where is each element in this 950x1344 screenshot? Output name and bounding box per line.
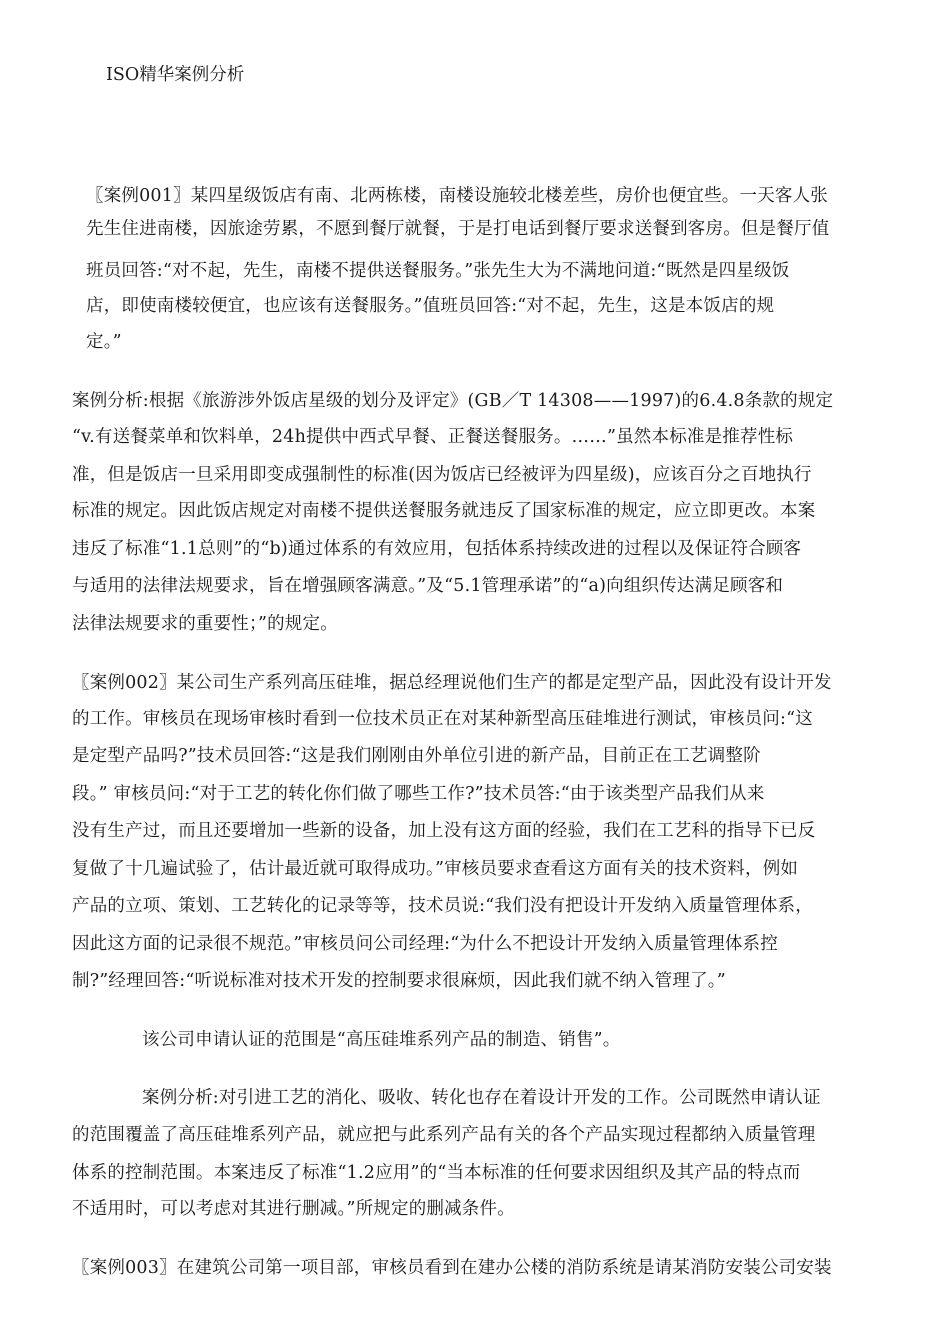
text-line: 产品的立项、策划、工艺转化的记录等等，技术员说:“我们没有把设计开发纳入质量管理体系， (72, 896, 813, 916)
text-line: 复做了十几遍试验了，估计最近就可取得成功。”审核员要求查看这方面有关的技术资料，例如 (72, 859, 799, 879)
text-line: 先生住进南楼，因旅途劳累，不愿到餐厅就餐，于是打电话到餐厅要求送餐到客房。但是餐厅值 (86, 219, 830, 239)
text-line: 体系的控制范围。本案违反了标准“1.2应用”的“当本标准的任何要求因组织及其产品的特点而 (72, 1163, 801, 1183)
text-line: 〖案例001〗某四星级饭店有南、北两栋楼，南楼设施较北楼差些，房价也便宜些。一天客人张 (86, 186, 828, 206)
text-line: 没有生产过，而且还要增加一些新的设备，加上没有这方面的经验，我们在工艺科的指导下已反 (72, 821, 816, 841)
text-line: 与适用的法律法规要求，旨在增强顾客满意。”及“5.1管理承诺”的“a)向组织传达满足顾客和 (72, 576, 784, 596)
text-line: “v.有送餐菜单和饮料单，24h提供中西式早餐、正餐送餐服务。……”虽然本标准是推荐性标 (72, 427, 794, 447)
text-line: 〖案例002〗某公司生产系列高压硅堆，据总经理说他们生产的都是定型产品，因此没有设计开发 (72, 673, 832, 693)
text-line: 〖案例003〗在建筑公司第一项目部，审核员看到在建办公楼的消防系统是请某消防安装公司安装 (72, 1258, 832, 1278)
document-title: ISO精华案例分析 (106, 65, 245, 85)
text-line: 是定型产品吗?”技术员回答:“这是我们刚刚由外单位引进的新产品，目前正在工艺调整阶 (72, 746, 761, 766)
text-line: 案例分析:对引进工艺的消化、吸收、转化也存在着设计开发的工作。公司既然申请认证 (142, 1088, 821, 1108)
text-line: 班员回答:“对不起，先生，南楼不提供送餐服务。”张先生大为不满地问道:“既然是四星级饭 (86, 261, 790, 281)
text-line: 不适用时，可以考虑对其进行删减。”所规定的删减条件。 (72, 1199, 515, 1219)
text-line: 法律法规要求的重要性；”的规定。 (72, 614, 338, 634)
text-line: 的工作。审核员在现场审核时看到一位技术员正在对某种新型高压硅堆进行测试，审核员问:“这 (72, 709, 813, 729)
text-line: 制?”经理回答:“听说标准对技术开发的控制要求很麻烦，因此我们就不纳入管理了。” (72, 971, 726, 991)
text-line: 违反了标准“1.1总则”的“b)通过体系的有效应用，包括体系持续改进的过程以及保证符合顾客 (72, 539, 802, 559)
text-line: 店，即使南楼较便宜，也应该有送餐服务。”值班员回答:“对不起，先生，这是本饭店的规 (86, 296, 775, 316)
text-line: 标准的规定。因此饭店规定对南楼不提供送餐服务就违反了国家标准的规定，应立即更改。本案 (72, 501, 816, 521)
case-002-scope: 该公司申请认证的范围是“高压硅堆系列产品的制造、销售”。 (142, 1030, 621, 1050)
text-line: 准，但是饭店一旦采用即变成强制性的标准(因为饭店已经被评为四星级)，应该百分之百地执行 (72, 465, 812, 485)
text-line: 定。” (86, 332, 122, 352)
text-line: 案例分析:根据《旅游涉外饭店星级的划分及评定》(GB／T 14308——1997)的6.4.8条款的规定 (72, 391, 834, 411)
text-line: 因此这方面的记录很不规范。”审核员问公司经理:“为什么不把设计开发纳入质量管理体系控 (72, 934, 778, 954)
text-line: 段。” 审核员问:“对于工艺的转化你们做了哪些工作?”技术员答:“由于该类型产品我们从来 (72, 784, 765, 804)
text-line: 的范围覆盖了高压硅堆系列产品，就应把与此系列产品有关的各个产品实现过程都纳入质量管理 (72, 1125, 816, 1145)
